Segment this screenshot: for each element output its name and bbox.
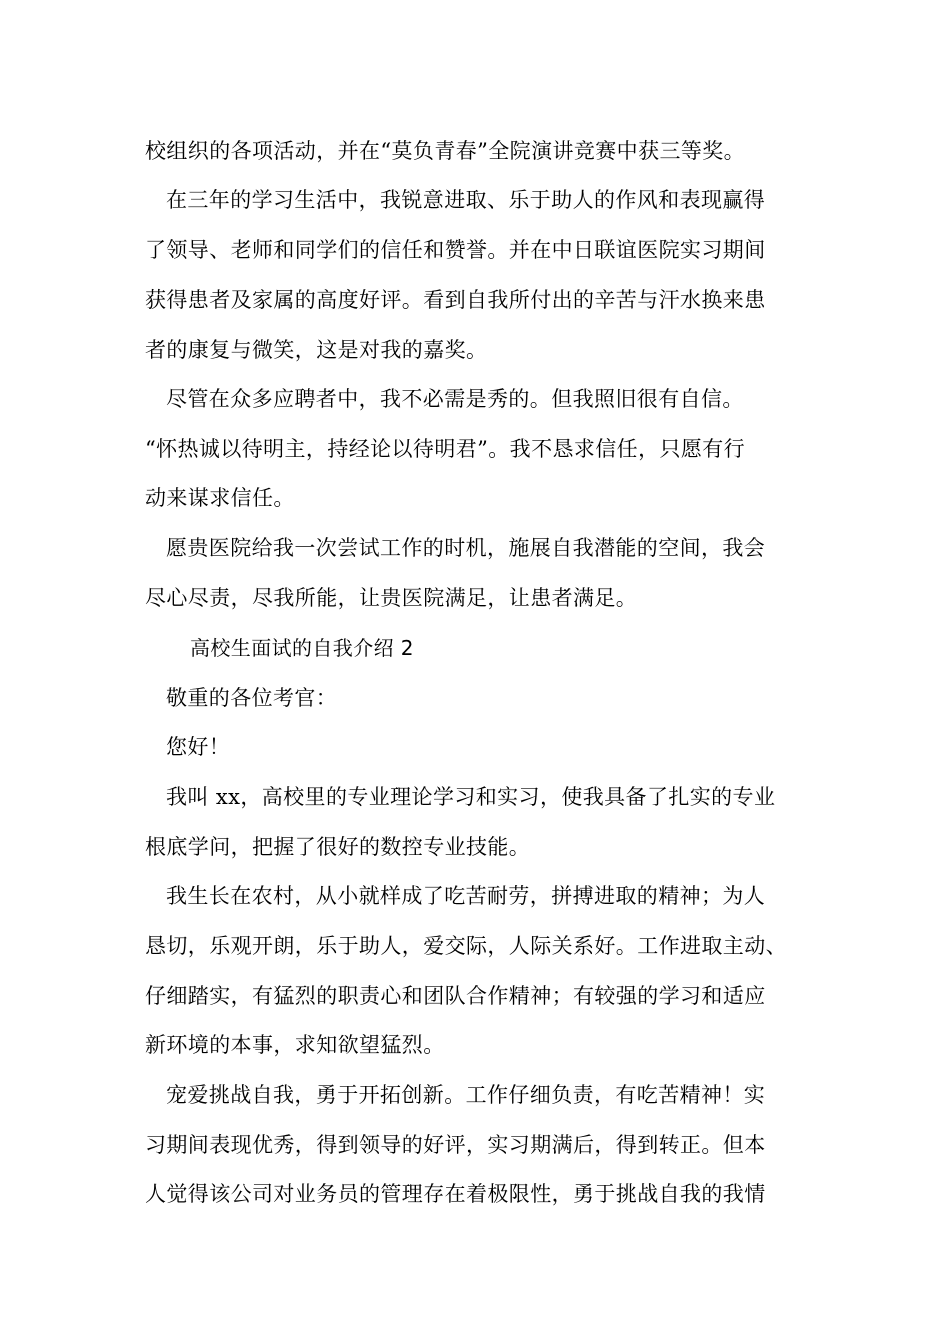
text-line: 我叫 xx，高校里的专业理论学习和实习，使我具备了扎实的专业 [166,785,776,809]
text-line: 仔细踏实，有猛烈的职责心和团队合作精神；有较强的学习和适应 [145,984,766,1008]
text-line: 校组织的各项活动，并在“莫负青春”全院演讲竞赛中获三等奖。 [145,139,746,163]
text-line: 了领导、老师和同学们的信任和赞誉。并在中日联谊医院实习期间 [145,238,766,262]
text-line: 者的康复与微笑，这是对我的嘉奖。 [145,338,488,362]
text-line: 我生长在农村，从小就样成了吃苦耐劳，拼搏进取的精神；为人 [166,884,766,908]
text-line: 根底学问，把握了很好的数控专业技能。 [145,835,531,859]
text-line: 动来谋求信任。 [145,486,295,510]
text-line: 恳切，乐观开朗，乐于助人，爱交际，人际关系好。工作进取主动、 [145,934,787,958]
salutation: 敬重的各位考官： [166,686,338,710]
text-line: 宠爱挑战自我，勇于开拓创新。工作仔细负责，有吃苦精神！实 [166,1083,766,1107]
text-line: 人觉得该公司对业务员的管理存在着极限性，勇于挑战自我的我情 [145,1182,766,1206]
section-heading: 高校生面试的自我介绍 2 [190,636,414,660]
greeting: 您好！ [166,735,231,759]
text-line: 在三年的学习生活中，我锐意进取、乐于助人的作风和表现赢得 [166,188,766,212]
text-line: 习期间表现优秀，得到领导的好评，实习期满后，得到转正。但本 [145,1133,766,1157]
text-line: 愿贵医院给我一次尝试工作的时机，施展自我潜能的空间，我会 [166,536,766,560]
text-line: 尽管在众多应聘者中，我不必需是秀的。但我照旧很有自信。 [166,387,744,411]
text-line: “怀热诚以待明主，持经论以待明君”。我不恳求信任，只愿有行 [145,437,746,461]
text-line: 尽心尽责，尽我所能，让贵医院满足，让患者满足。 [145,586,638,610]
text-line: 新环境的本事，求知欲望猛烈。 [145,1033,445,1057]
text-line: 获得患者及家属的高度好评。看到自我所付出的辛苦与汗水换来患 [145,288,766,312]
